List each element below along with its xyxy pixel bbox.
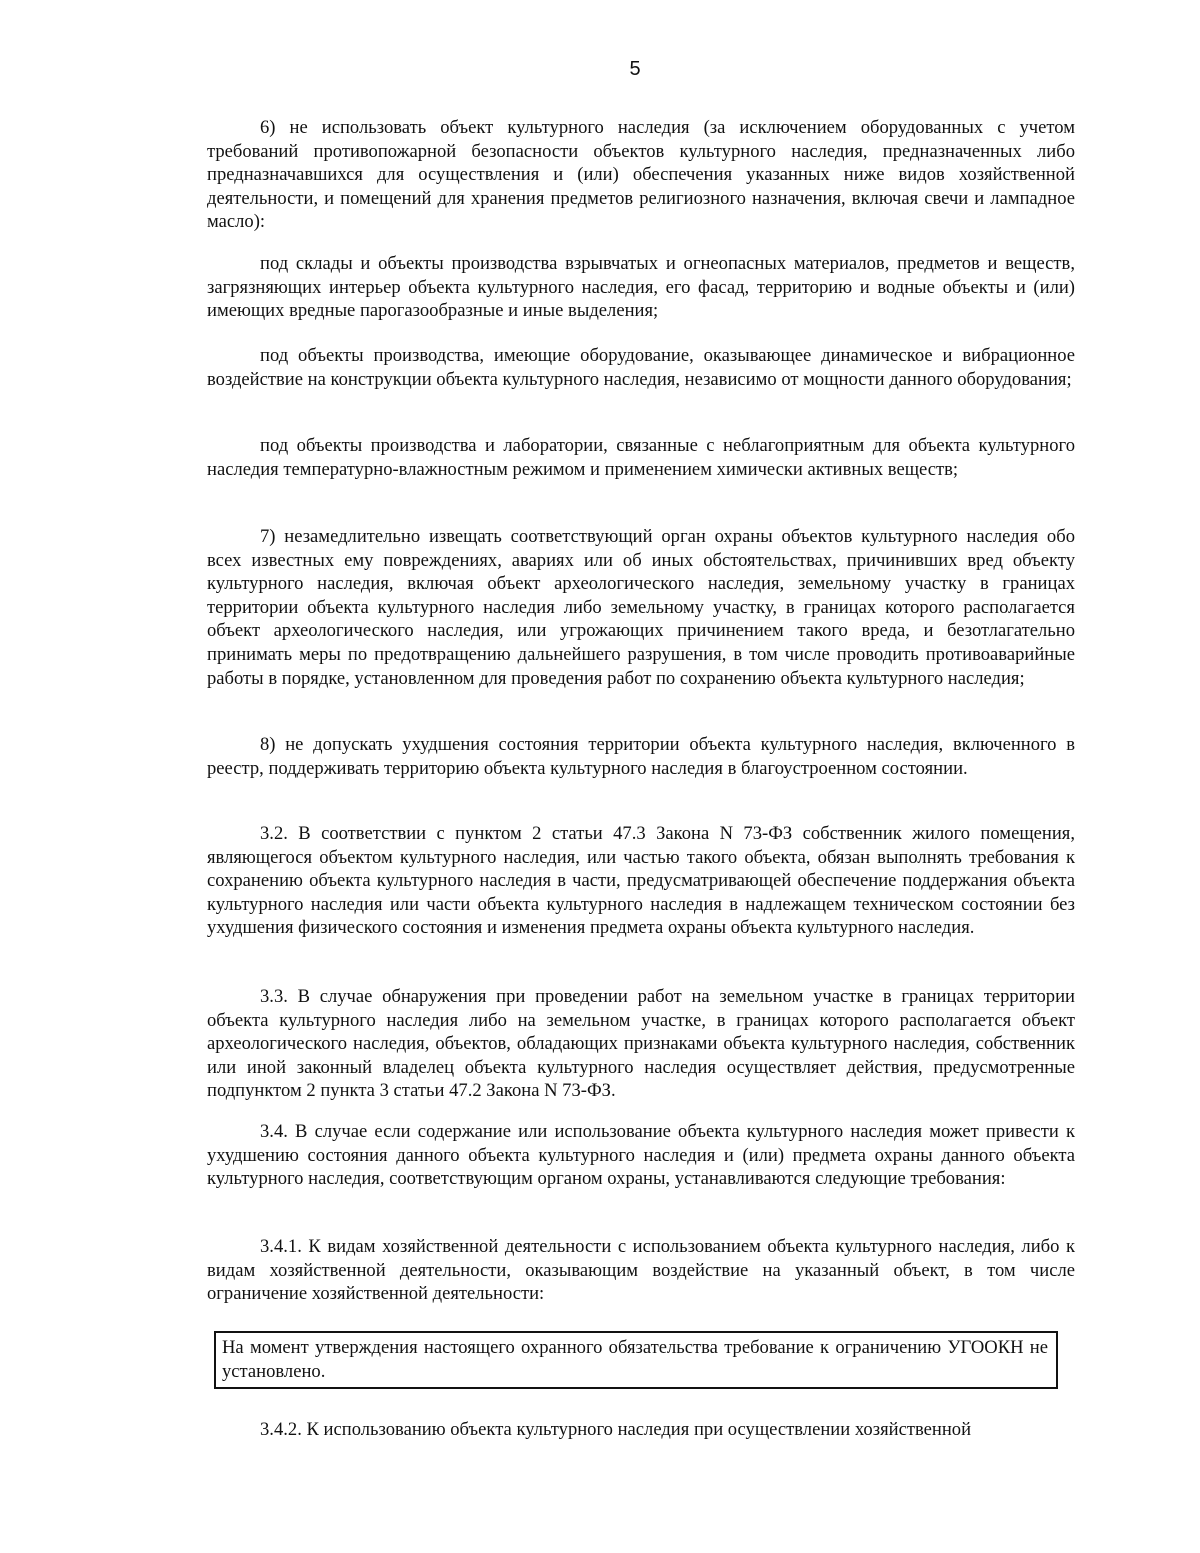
paragraph-laboratories: под объекты производства и лаборатории, связанные с неблагоприятным для объекта культурного наследия температурно-влажностным режимом и применением химически активных веществ;: [207, 435, 1075, 480]
paragraph-vibration: под объекты производства, имеющие оборудование, оказывающее динамическое и вибрационное воздействие на конструкции объекта культурного наследия, независимо от мощности данного оборудования;: [207, 345, 1075, 390]
notice-text: На момент утверждения настоящего охранного обязательства требование к ограничению УГООКН не установлено.: [222, 1337, 1048, 1382]
paragraph-item-6: 6) не использовать объект культурного наследия (за исключением оборудованных с учетом требований противопожарной безопасности объектов культурного наследия, предназначенных либо предназначавшихся для осуществления и (или) обеспечения указанных ниже видов хозяйственной деятельности, и помещений для хранения предметов религиозного назначения, включая свечи и лампадное масло):: [207, 117, 1075, 233]
paragraph-warehouses: под склады и объекты производства взрывчатых и огнеопасных материалов, предметов и веществ, загрязняющих интерьер объекта культурного наследия, его фасад, территорию и водные объекты и (или) имеющих вредные парогазообразные и иные выделения;: [207, 253, 1075, 322]
paragraph-item-8: 8) не допускать ухудшения состояния территории объекта культурного наследия, включенного в реестр, поддерживать территорию объекта культурного наследия в благоустроенном состоянии.: [207, 734, 1075, 779]
paragraph-3-3: 3.3. В случае обнаружения при проведении работ на земельном участке в границах территории объекта культурного наследия либо на земельном участке, в границах которого располагается объект археологического наследия, объектов, обладающих признаками объекта культурного наследия, собственник или иной законный владелец объекта культурного наследия осуществляет действия, предусмотренные подпунктом 2 пункта 3 статьи 47.2 Закона N 73-ФЗ.: [207, 986, 1075, 1102]
page-number: 5: [629, 58, 641, 80]
paragraph-item-7: 7) незамедлительно извещать соответствующий орган охраны объектов культурного наследия обо всех известных ему повреждениях, авариях или об иных обстоятельствах, причинивших вред объекту культурного наследия, включая объект археологического наследия, земельному участку в границах территории объекта культурного наследия либо земельному участку, в границах которого располагается объект археологического наследия, или угрожающих причинением такого вреда, и безотлагательно принимать меры по предотвращению дальнейшего разрушения, в том числе проводить противоаварийные работы в порядке, установленном для проведения работ по сохранению объекта культурного наследия;: [207, 526, 1075, 689]
paragraph-3-4-2: 3.4.2. К использованию объекта культурного наследия при осуществлении хозяйственной: [260, 1419, 972, 1440]
notice-box: [214, 1331, 1058, 1389]
paragraph-3-4: 3.4. В случае если содержание или использование объекта культурного наследия может привести к ухудшению состояния данного объекта культурного наследия и (или) предмета охраны данного объекта культурного наследия, соответствующим органом охраны, устанавливаются следующие требования:: [207, 1121, 1075, 1190]
paragraph-3-2: 3.2. В соответствии с пунктом 2 статьи 47.3 Закона N 73-ФЗ собственник жилого помещения, являющегося объектом культурного наследия, или частью такого объекта, обязан выполнять требования к сохранению объекта культурного наследия в части, предусматривающей обеспечение поддержания объекта культурного наследия или части объекта культурного наследия в надлежащем техническом состоянии без ухудшения физического состояния и изменения предмета охраны объекта культурного наследия.: [207, 823, 1075, 939]
paragraph-3-4-1: 3.4.1. К видам хозяйственной деятельности с использованием объекта культурного наследия, либо к видам хозяйственной деятельности, оказывающим воздействие на указанный объект, в том числе ограничение хозяйственной деятельности:: [207, 1236, 1075, 1305]
